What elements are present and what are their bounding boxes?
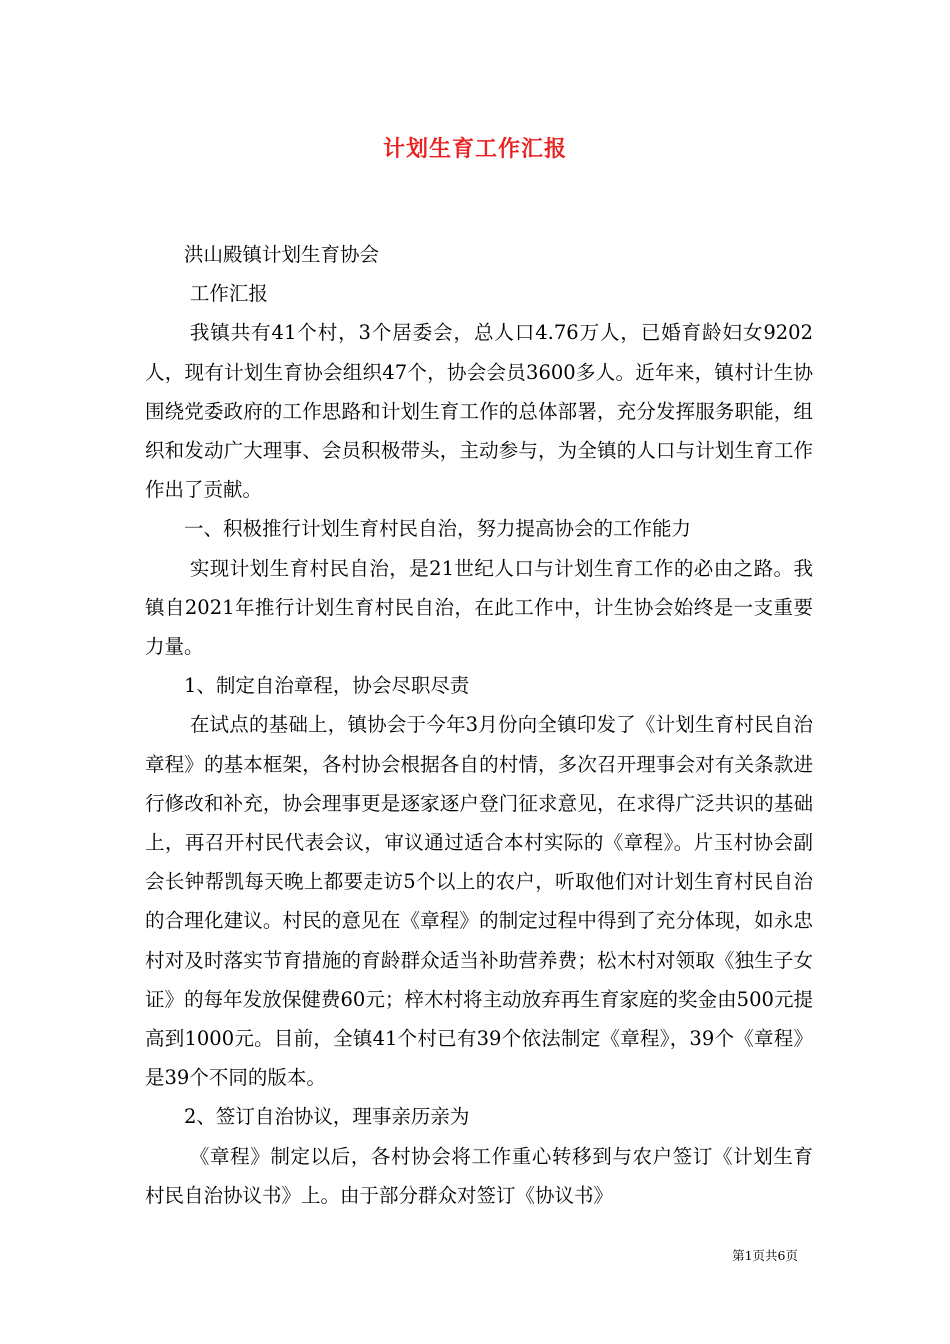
document-body — [145, 235, 813, 1215]
subsection-heading-1: 1、制定自治章程，协会尽职尽责 — [184, 674, 470, 698]
page-number: 第1页共6页 — [732, 1248, 798, 1263]
paragraph-agreement: 《章程》制定以后，各村协会将工作重心转移到与农户签订《计划生育村民自治协议书》上。由于部分群众对签订《协议书》 — [145, 1144, 813, 1207]
subsection-heading-2: 2、签订自治协议，理事亲历亲为 — [184, 1105, 470, 1129]
paragraph-charter: 在试点的基础上，镇协会于今年3月份向全镇印发了《计划生育村民自治章程》的基本框架，各村协会根据各自的村情，多次召开理事会对有关条款进行修改和补充，协会理事更是逐家逐户登门征求意见，在求得广泛共识的基础上，再召开村民代表会议，审议通过适合本村实际的《章程》。片玉村协会副会长钟帮凯每天晚上都要走访5个以上的农户，听取他们对计划生育村民自治的合理化建议。村民的意见在《章程》的制定过程中得到了充分体现，如永忠村对及时落实节育措施的育龄群众适当补助营养费；松木村对领取《独生子女证》的每年发放保健费60元；梓木村将主动放弃再生育家庭的奖金由500元提高到1000元。目前，全镇41个村已有39个依法制定《章程》，39个《章程》是39个不同的版本。 — [145, 713, 813, 1090]
paragraph-overview: 我镇共有41个村，3个居委会，总人口4.76万人，已婚育龄妇女9202人，现有计划生育协会组织47个，协会会员3600多人。近年来，镇村计生协围绕党委政府的工作思路和计划生育工作的总体部署，充分发挥服务职能，组织和发动广大理事、会员积极带头，主动参与，为全镇的人口与计划生育工作作出了贡献。 — [145, 321, 813, 502]
section-heading-1: 一、积极推行计划生育村民自治，努力提高协会的工作能力 — [184, 517, 692, 541]
paragraph-report-label: 工作汇报 — [189, 282, 268, 306]
paragraph-self-governance: 实现计划生育村民自治，是21世纪人口与计划生育工作的必由之路。我镇自2021年推行计划生育村民自治，在此工作中，计生协会始终是一支重要力量。 — [145, 556, 813, 659]
document-title: 计划生育工作汇报 — [382, 136, 567, 162]
paragraph-org-name: 洪山殿镇计划生育协会 — [184, 243, 380, 266]
